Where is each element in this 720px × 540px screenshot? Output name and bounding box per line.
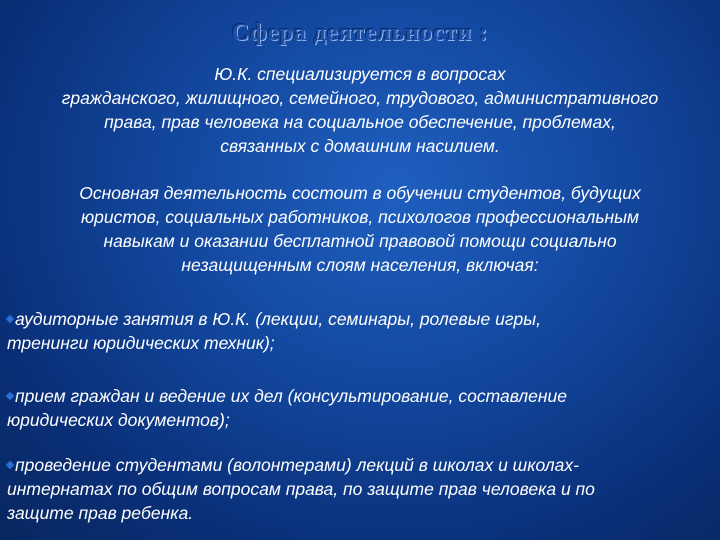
- slide-title: Сфера деятельности :: [231, 20, 489, 46]
- main-line: Основная деятельность состоит в обучении студентов, будущих: [79, 183, 641, 203]
- bullet-text: прием граждан и ведение их дел (консультирование, составление: [15, 386, 567, 406]
- bullet-item: [7, 307, 707, 355]
- bullet-marker-icon: [6, 315, 14, 323]
- bullet-text: интернатах по общим вопросам права, по защите прав человека и по: [7, 479, 595, 499]
- bullet-text: проведение студентами (волонтерами) лекций в школах и школах-: [15, 455, 579, 475]
- intro-line: Ю.К. специализируется в вопросах: [214, 64, 506, 84]
- main-line: юристов, социальных работников, психологов профессиональным: [80, 207, 640, 227]
- main-line: незащищенным слоям населения, включая:: [181, 255, 539, 275]
- bullet-item: [7, 453, 707, 525]
- bullet-text: юридических документов);: [7, 410, 230, 430]
- intro-line: права, прав человека на социальное обеспечение, проблемах,: [104, 112, 616, 132]
- main-line: навыкам и оказании бесплатной правовой помощи социально: [103, 231, 617, 251]
- intro-paragraph: [0, 62, 720, 158]
- bullet-text: тренинги юридических техник);: [7, 333, 275, 353]
- bullet-text: аудиторные занятия в Ю.К. (лекции, семинары, ролевые игры,: [15, 309, 541, 329]
- bullet-item: [7, 384, 707, 432]
- bullet-marker-icon: [6, 461, 14, 469]
- bullet-text: защите прав ребенка.: [7, 503, 194, 523]
- main-paragraph: [0, 181, 720, 277]
- intro-line: гражданского, жилищного, семейного, трудового, административного: [61, 88, 659, 108]
- bullet-marker-icon: [6, 392, 14, 400]
- intro-line: связанных с домашним насилием.: [220, 136, 500, 156]
